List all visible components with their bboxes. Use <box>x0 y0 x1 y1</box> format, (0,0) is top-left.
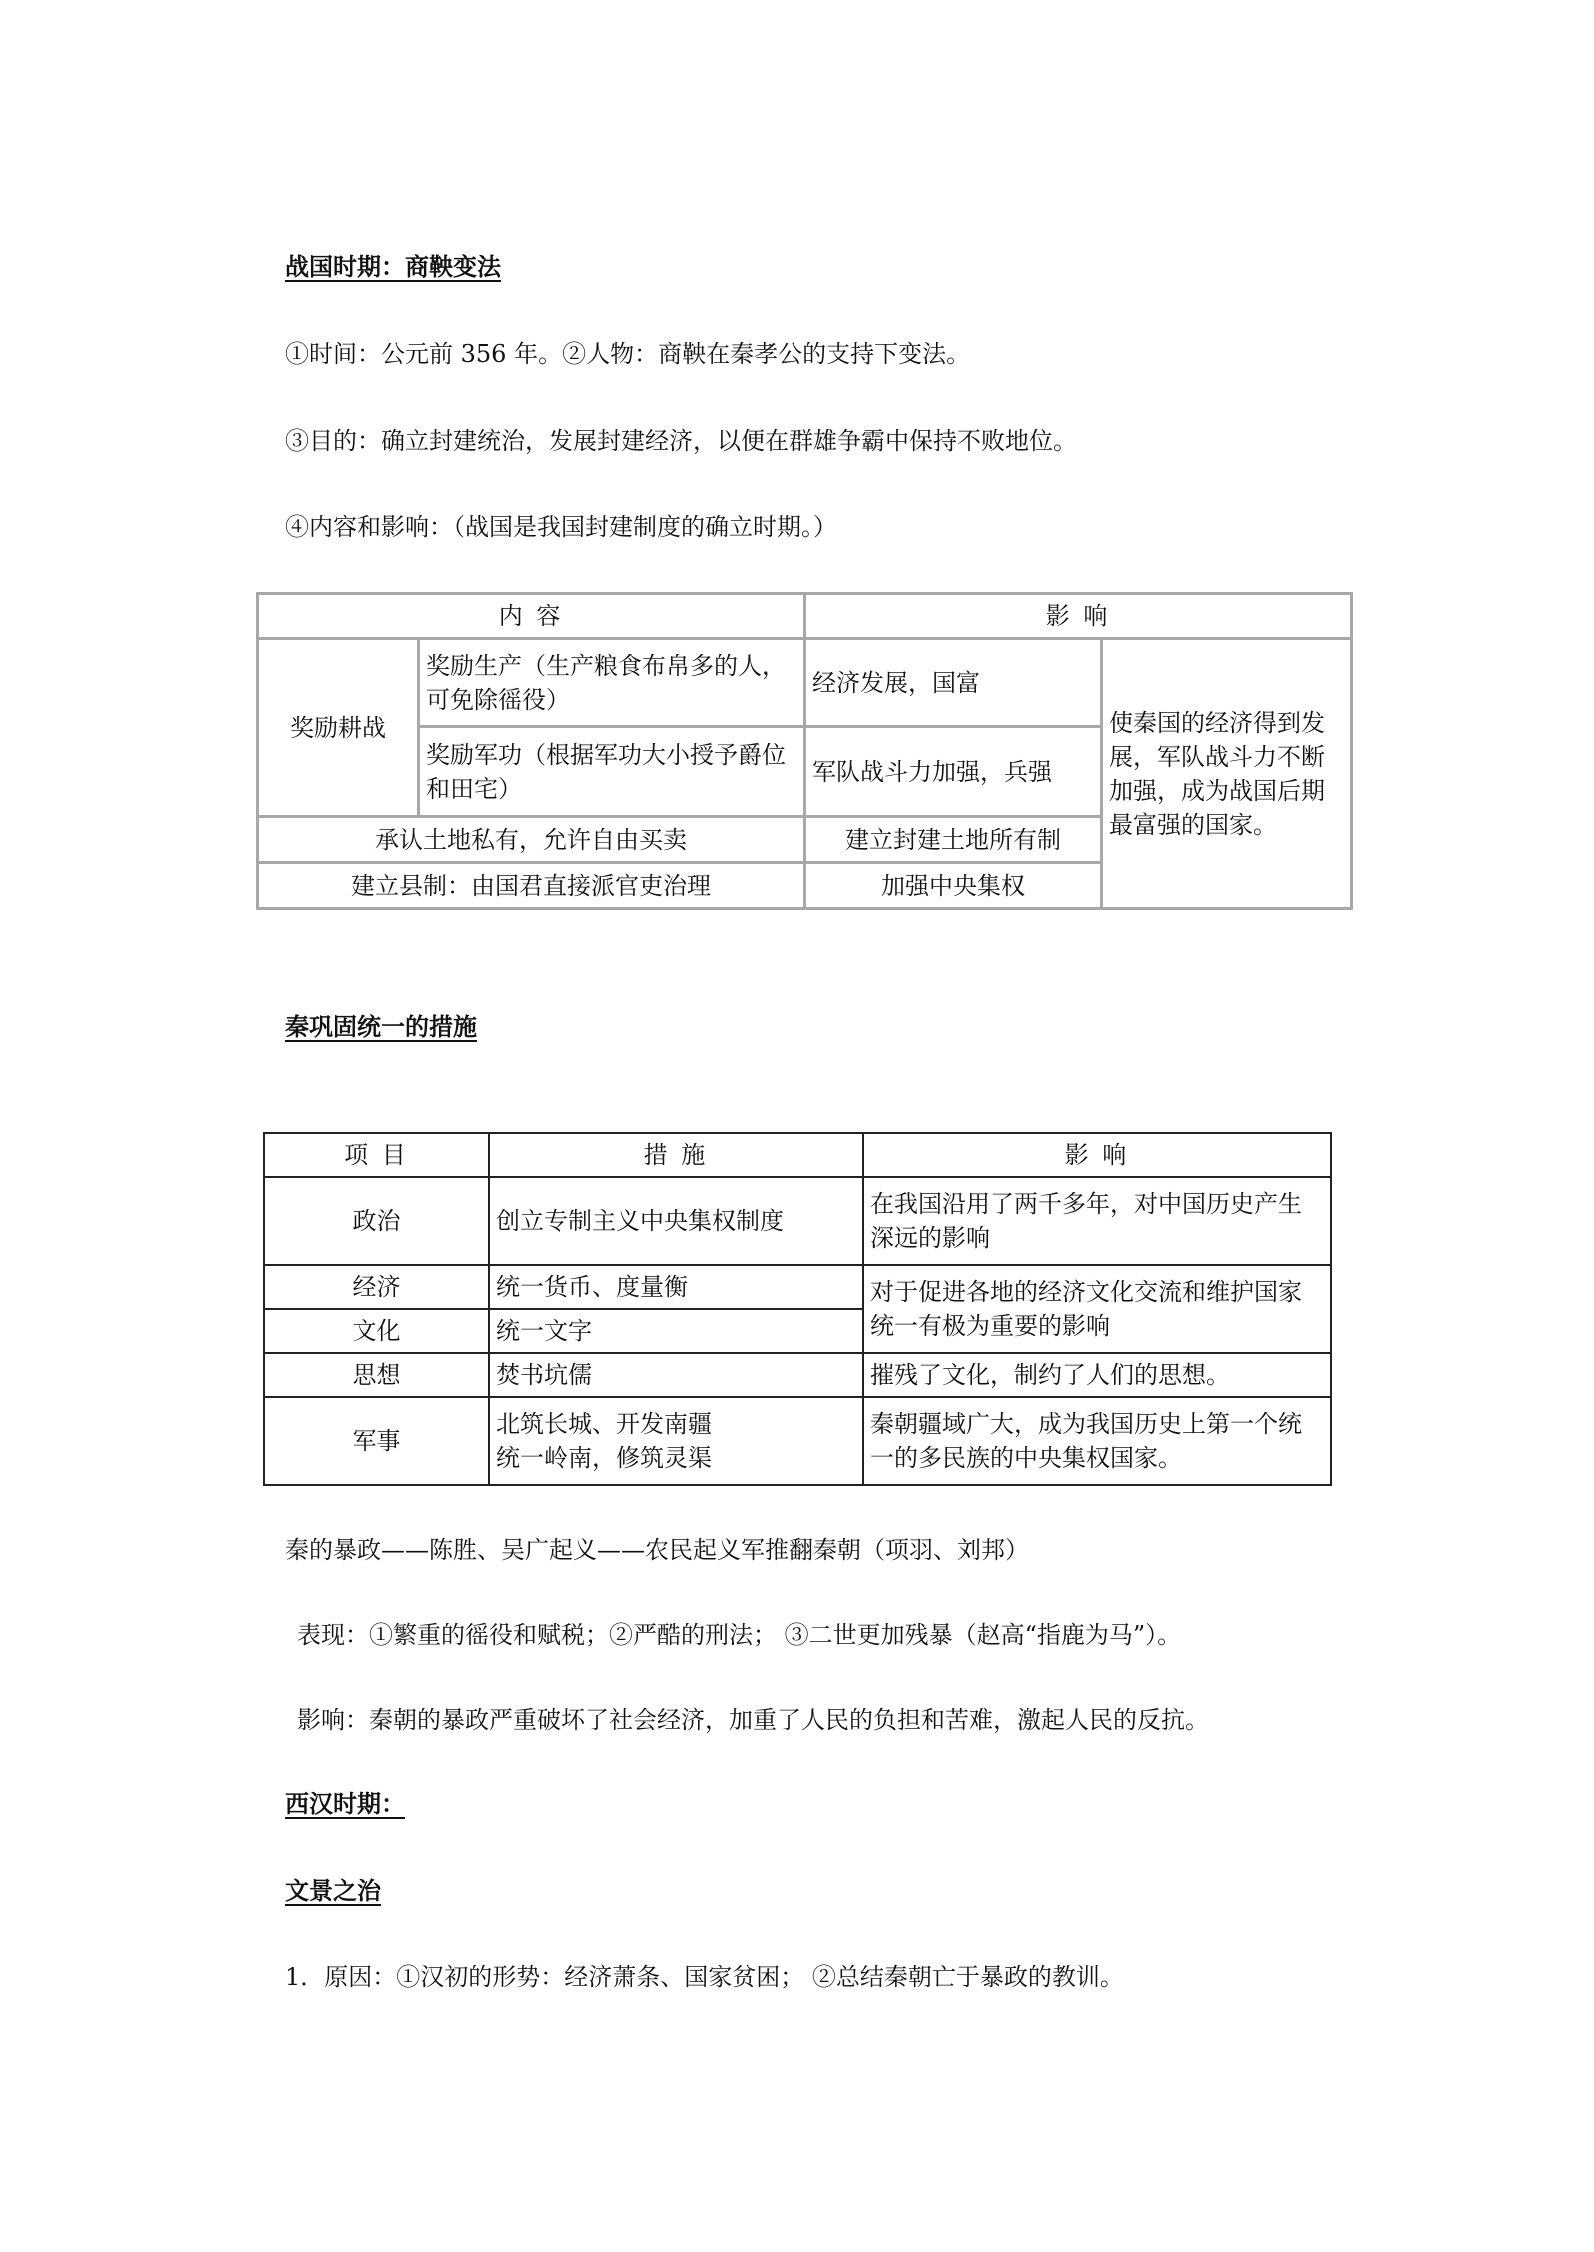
impact-cell: 经济发展，国富 <box>805 639 1102 727</box>
reform-table <box>256 592 1353 910</box>
impact-cell: 军队战斗力加强，兵强 <box>805 727 1102 817</box>
content-cell: 承认土地私有，允许自由买卖 <box>258 817 805 863</box>
qin-measures-table <box>263 1132 1332 1486</box>
impact-cell: 在我国沿用了两千多年，对中国历史产生深远的影响 <box>863 1177 1331 1265</box>
overall-impact-cell: 使秦国的经济得到发展，军队战斗力不断加强，成为战国后期最富强的国家。 <box>1102 639 1352 909</box>
impact-cell: 加强中央集权 <box>805 863 1102 909</box>
item-cell: 经济 <box>264 1265 489 1309</box>
paragraph-influence: 影响：秦朝的暴政严重破坏了社会经济，加重了人民的负担和苦难，激起人民的反抗。 <box>297 1706 1209 1734</box>
measure-line: 北筑长城、开发南疆 <box>496 1410 712 1438</box>
section-title-shang-yang-reform: 战国时期：商鞅变法 <box>285 252 501 281</box>
table-row <box>264 1265 1331 1309</box>
table-header-row <box>264 1133 1331 1177</box>
item-cell: 军事 <box>264 1397 489 1485</box>
impact-cell: 摧残了文化，制约了人们的思想。 <box>863 1353 1331 1397</box>
content-cell: 奖励生产（生产粮食布帛多的人，可免除徭役） <box>419 639 805 727</box>
content-cell: 奖励军功（根据军功大小授予爵位和田宅） <box>419 727 805 817</box>
measure-cell: 统一文字 <box>489 1309 863 1353</box>
measure-line: 统一岭南，修筑灵渠 <box>496 1444 712 1472</box>
measure-cell: 统一货币、度量衡 <box>489 1265 863 1309</box>
table-header-row <box>258 594 1352 639</box>
item-cell: 文化 <box>264 1309 489 1353</box>
group-label: 奖励耕战 <box>258 639 419 817</box>
impact-cell: 建立封建土地所有制 <box>805 817 1102 863</box>
item-cell: 思想 <box>264 1353 489 1397</box>
table-row <box>264 1353 1331 1397</box>
measure-cell <box>489 1397 863 1485</box>
header-impact: 影 响 <box>863 1133 1331 1177</box>
paragraph-manifestation: 表现：①繁重的徭役和赋税；②严酷的刑法； ③二世更加残暴（赵高“指鹿为马”）。 <box>297 1621 1182 1649</box>
shared-impact-cell: 对于促进各地的经济文化交流和维护国家统一有极为重要的影响 <box>863 1265 1331 1353</box>
section-title-wenjing-rule: 文景之治 <box>285 1876 381 1905</box>
section-title-qin-measures: 秦巩固统一的措施 <box>285 1012 477 1041</box>
header-impact: 影 响 <box>805 594 1352 639</box>
table-row <box>264 1397 1331 1485</box>
section-title-western-han: 西汉时期： <box>285 1789 405 1818</box>
item-cell: 政治 <box>264 1177 489 1265</box>
paragraph-purpose: ③目的：确立封建统治，发展封建经济，以便在群雄争霸中保持不败地位。 <box>285 427 1077 455</box>
paragraph-cause: 1．原因：①汉初的形势：经济萧条、国家贫困； ②总结秦朝亡于暴政的教训。 <box>285 1963 1124 1991</box>
header-content: 内 容 <box>258 594 805 639</box>
paragraph-content-impact: ④内容和影响：（战国是我国封建制度的确立时期。） <box>285 513 837 541</box>
paragraph-qin-tyranny: 秦的暴政——陈胜、吴广起义——农民起义军推翻秦朝（项羽、刘邦） <box>285 1536 1029 1564</box>
header-item: 项 目 <box>264 1133 489 1177</box>
measure-cell: 焚书坑儒 <box>489 1353 863 1397</box>
paragraph-time-person: ①时间：公元前 356 年。②人物：商鞅在秦孝公的支持下变法。 <box>285 340 971 368</box>
table-row <box>258 639 1352 727</box>
measure-cell: 创立专制主义中央集权制度 <box>489 1177 863 1265</box>
impact-cell: 秦朝疆域广大，成为我国历史上第一个统一的多民族的中央集权国家。 <box>863 1397 1331 1485</box>
header-measure: 措 施 <box>489 1133 863 1177</box>
content-cell: 建立县制：由国君直接派官吏治理 <box>258 863 805 909</box>
table-row <box>264 1177 1331 1265</box>
